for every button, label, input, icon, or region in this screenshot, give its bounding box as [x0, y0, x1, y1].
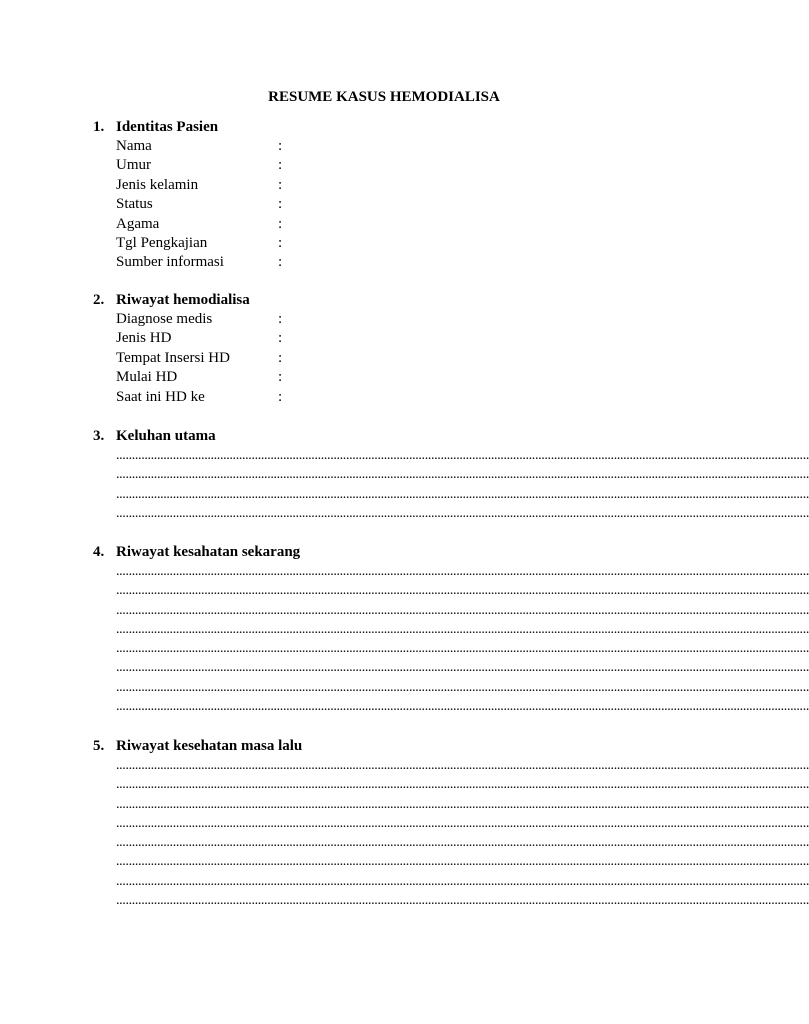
field-label: Jenis kelamin	[116, 176, 199, 193]
field-label: Nama	[116, 138, 152, 154]
section-heading-label: Keluhan utama	[116, 428, 216, 444]
field-label: Status	[116, 196, 153, 213]
dotted-fill: ............................................................................................................................................................................................................................	[116, 815, 809, 831]
dotted-fill: ............................................................................................................................................................................................................................	[116, 758, 809, 773]
dotted-answer-line	[0, 852, 809, 871]
field-colon: :	[278, 388, 283, 405]
dotted-fill: ............................................................................................................................................................................................................................	[116, 505, 809, 521]
field-row	[0, 137, 768, 156]
field-colon: :	[278, 254, 283, 271]
field-row	[0, 253, 768, 272]
field-colon: :	[278, 176, 283, 193]
field-row	[0, 329, 768, 348]
field-label: Sumber informasi	[116, 254, 224, 271]
dotted-answer-line	[0, 601, 809, 620]
field-colon: :	[278, 196, 283, 213]
dotted-fill: ............................................................................................................................................................................................................................	[116, 699, 809, 715]
dotted-fill: ............................................................................................................................................................................................................................	[116, 583, 809, 599]
field-label: Tempat Insersi HD	[116, 349, 230, 366]
dotted-fill: ............................................................................................................................................................................................................................	[116, 564, 809, 579]
section-identitas-pasien	[0, 118, 768, 273]
field-colon: :	[278, 138, 283, 154]
document-title: RESUME KASUS HEMODIALISA	[268, 89, 500, 105]
dotted-answer-line	[0, 485, 809, 504]
field-label: Saat ini HD ke	[116, 388, 205, 405]
section-number: 2.	[93, 292, 105, 308]
dotted-fill: ............................................................................................................................................................................................................................	[116, 467, 809, 483]
section-heading	[0, 118, 768, 137]
section-keluhan-utama	[0, 427, 809, 523]
dotted-fill: ............................................................................................................................................................................................................................	[116, 602, 809, 618]
section-number: 1.	[93, 119, 105, 135]
field-row	[0, 176, 768, 195]
field-row	[0, 215, 768, 234]
dotted-answer-line	[0, 756, 809, 775]
dotted-fill: ............................................................................................................................................................................................................................	[116, 854, 809, 870]
field-colon: :	[278, 234, 283, 251]
dotted-answer-line	[0, 620, 809, 639]
field-row	[0, 156, 768, 175]
dotted-fill: ............................................................................................................................................................................................................................	[116, 873, 809, 889]
dotted-answer-line	[0, 814, 809, 833]
field-label: Agama	[116, 215, 160, 232]
field-label: Mulai HD	[116, 369, 178, 386]
section-number: 3.	[93, 428, 105, 444]
section-heading-label: Riwayat hemodialisa	[116, 292, 250, 308]
field-colon: :	[278, 311, 283, 327]
dotted-answer-line	[0, 581, 809, 600]
field-row	[0, 195, 768, 214]
dotted-answer-line	[0, 658, 809, 677]
dotted-fill: ............................................................................................................................................................................................................................	[116, 893, 809, 909]
dotted-answer-line	[0, 465, 809, 484]
dotted-answer-line	[0, 833, 809, 852]
dotted-fill: ............................................................................................................................................................................................................................	[116, 679, 809, 695]
field-label: Jenis HD	[116, 330, 172, 347]
field-colon: :	[278, 157, 283, 174]
dotted-answer-line	[0, 639, 809, 658]
dotted-fill: ............................................................................................................................................................................................................................	[116, 486, 809, 502]
section-riwayat-hemodialisa	[0, 291, 768, 407]
dotted-fill: ............................................................................................................................................................................................................................	[116, 621, 809, 637]
field-colon: :	[278, 330, 283, 347]
dotted-fill: ............................................................................................................................................................................................................................	[116, 835, 809, 851]
field-colon: :	[278, 215, 283, 232]
dotted-fill: ............................................................................................................................................................................................................................	[116, 448, 809, 463]
field-row	[0, 310, 768, 329]
field-colon: :	[278, 369, 283, 386]
field-row	[0, 388, 768, 407]
field-label: Umur	[116, 157, 151, 174]
section-heading-label: Riwayat kesehatan masa lalu	[116, 738, 303, 754]
dotted-answer-line	[0, 504, 809, 523]
field-row	[0, 368, 768, 387]
dotted-answer-line	[0, 775, 809, 794]
dotted-answer-line	[0, 446, 809, 465]
section-heading-label: Riwayat kesahatan sekarang	[116, 544, 301, 560]
section-riwayat-kesehatan-masa-lalu	[0, 737, 809, 910]
dotted-answer-line	[0, 872, 809, 891]
dotted-fill: ............................................................................................................................................................................................................................	[116, 777, 809, 793]
dotted-answer-line	[0, 697, 809, 716]
dotted-fill: ............................................................................................................................................................................................................................	[116, 660, 809, 676]
section-number: 5.	[93, 738, 105, 754]
section-heading-label: Identitas Pasien	[116, 119, 219, 135]
section-riwayat-kesehatan-sekarang	[0, 543, 809, 716]
field-row	[0, 349, 768, 368]
section-number: 4.	[93, 544, 105, 560]
dotted-fill: ............................................................................................................................................................................................................................	[116, 641, 809, 657]
field-label: Diagnose medis	[116, 311, 213, 327]
field-colon: :	[278, 349, 283, 366]
dotted-answer-line	[0, 891, 809, 910]
section-heading	[0, 737, 768, 756]
section-heading	[0, 291, 768, 310]
dotted-answer-line	[0, 795, 809, 814]
field-row	[0, 234, 768, 253]
dotted-answer-line	[0, 562, 809, 581]
field-label: Tgl Pengkajian	[116, 234, 208, 251]
section-heading	[0, 427, 768, 446]
dotted-fill: ............................................................................................................................................................................................................................	[116, 796, 809, 812]
dotted-answer-line	[0, 678, 809, 697]
section-heading	[0, 543, 768, 562]
